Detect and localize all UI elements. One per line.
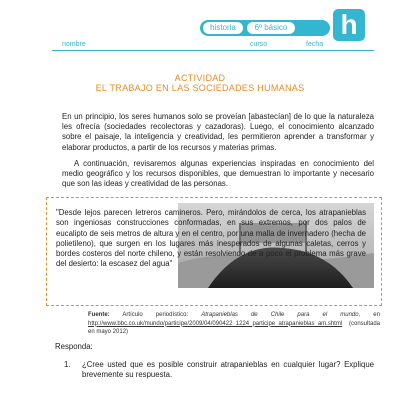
- intro-paragraph: En un principio, los seres humanos solo se proveían [abastecían] de lo que la naturaleza les ofrecía (sociedades recolectoras y cazadoras). Luego, el conocimiento alcanzado sobre el paisaje, la inteligencia y creatividad, les permitieron aprender a transformar y elaborar productos, a partir de los recursos y materias primas.: [62, 112, 374, 152]
- source-text-a: Artículo periodístico:: [109, 312, 202, 318]
- question-text: ¿Cree usted que es posible construir atrapanieblas en cualquier lugar? Explique brevemente su respuesta.: [82, 360, 374, 380]
- source-link[interactable]: http://www.bbc.co.uk/mundo/participe/2009/04/090422_1224_participe_atrapanieblas_am.shtml: [88, 320, 343, 327]
- respond-label: Responda:: [55, 342, 93, 351]
- student-info-line: [52, 50, 374, 51]
- grade-label: 6º básico: [247, 22, 295, 34]
- source-citation: [88, 311, 380, 337]
- activity-title: ACTIVIDAD: [174, 73, 226, 83]
- question-number: 1.: [64, 360, 71, 369]
- course-field-label: curso: [250, 41, 268, 48]
- name-field-label: nombre: [62, 41, 86, 48]
- activity-subtitle: EL TRABAJO EN LAS SOCIEDADES HUMANAS: [95, 83, 305, 93]
- quote-text: "Desde lejos parecen letreros camineros. Pero, mirándolos de cerca, los atrapanieblas son ingeniosas construcciones conformadas, en sus extremos, por dos palos de eucalipto de seis metros de altura y en el centro, por una malla de invernadero (hecha de polietileno), que surgen en los lugares más inesperados de algunas caletas, cerros y bordes costeros del norte chileno, y están resolviendo de a poco el problema más grave del desierto: la escasez del agua": [56, 208, 366, 269]
- date-field-label: fecha: [306, 41, 324, 48]
- source-text-b: en: [360, 312, 380, 318]
- subject-label: historia: [203, 22, 243, 34]
- source-text-c: (consultada en mayo 2012): [88, 320, 380, 335]
- source-label: Fuente:: [88, 312, 110, 318]
- source-article-title: Atrapanieblas de Chile para el mundo,: [201, 312, 361, 318]
- context-paragraph: A continuación, revisaremos algunas experiencias inspiradas en conocimiento del medio geográfico y los recursos disponibles, que demuestran lo importante y necesario que son las ideas y creatividad de las personas.: [62, 159, 374, 189]
- logo: h: [333, 9, 365, 41]
